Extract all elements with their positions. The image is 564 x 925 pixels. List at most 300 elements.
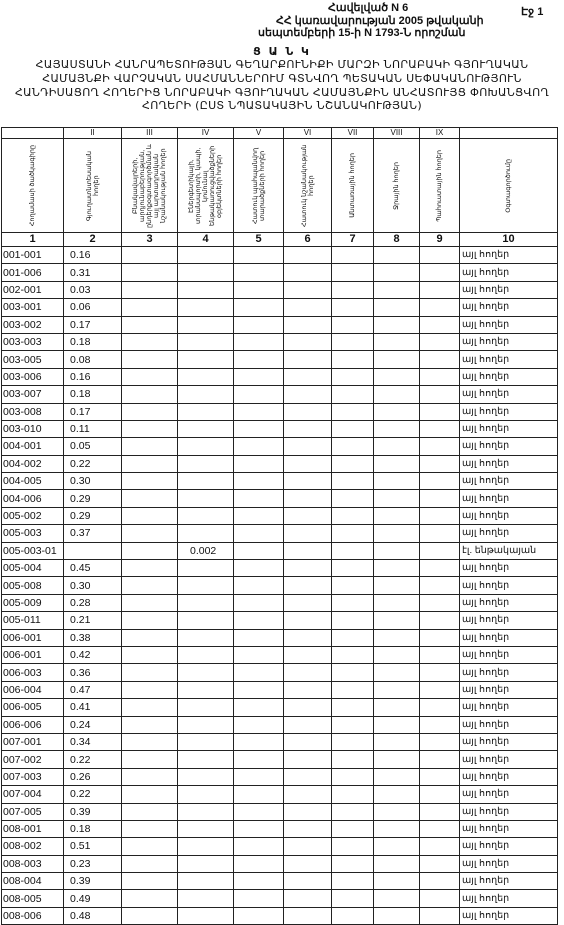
energy-land-cell: [178, 681, 234, 698]
empty-cell: [332, 768, 374, 785]
agricultural-area-cell: 0.30: [64, 577, 122, 594]
empty-cell: [332, 420, 374, 437]
parcel-code-cell: 005-003: [2, 525, 64, 542]
empty-cell: [332, 646, 374, 663]
empty-cell: [332, 751, 374, 768]
table-row: [2, 594, 558, 611]
table-row: [2, 490, 558, 507]
column-header: [374, 139, 420, 233]
empty-cell: [332, 525, 374, 542]
empty-cell: [420, 333, 460, 350]
empty-cell: [332, 873, 374, 890]
land-use-cell: այլ հողեր: [460, 281, 558, 298]
empty-cell: [420, 890, 460, 907]
parcel-code-cell: 003-002: [2, 316, 64, 333]
parcel-code-cell: 008-003: [2, 855, 64, 872]
column-header: [284, 139, 332, 233]
empty-cell: [332, 594, 374, 611]
empty-cell: [374, 577, 420, 594]
energy-land-cell: [178, 768, 234, 785]
empty-cell: [374, 507, 420, 524]
table-row: [2, 299, 558, 316]
empty-cell: [420, 577, 460, 594]
empty-cell: [374, 890, 420, 907]
agricultural-area-cell: 0.41: [64, 699, 122, 716]
empty-cell: [420, 751, 460, 768]
empty-cell: [420, 838, 460, 855]
empty-cell: [284, 803, 332, 820]
empty-cell: [374, 820, 420, 837]
empty-cell: [420, 699, 460, 716]
column-header: [234, 139, 284, 233]
empty-cell: [234, 473, 284, 490]
table-row: [2, 681, 558, 698]
column-header-label: Օգտագործումը: [505, 158, 512, 213]
land-use-cell: այլ հողեր: [460, 333, 558, 350]
land-use-cell: այլ հողեր: [460, 473, 558, 490]
empty-cell: [332, 386, 374, 403]
empty-cell: [234, 577, 284, 594]
empty-cell: [122, 768, 178, 785]
empty-cell: [122, 803, 178, 820]
parcel-code-cell: 005-011: [2, 612, 64, 629]
roman-numeral-cell: VIII: [374, 128, 420, 139]
empty-cell: [374, 716, 420, 733]
land-use-cell: էլ. ենթակայան: [460, 542, 558, 559]
parcel-code-cell: 008-005: [2, 890, 64, 907]
empty-cell: [122, 403, 178, 420]
empty-cell: [332, 368, 374, 385]
parcel-code-cell: 005-008: [2, 577, 64, 594]
empty-cell: [374, 733, 420, 750]
parcel-code-cell: 006-003: [2, 664, 64, 681]
empty-cell: [122, 420, 178, 437]
land-use-cell: այլ հողեր: [460, 420, 558, 437]
energy-land-cell: [178, 490, 234, 507]
column-number: 2: [64, 233, 122, 247]
agricultural-area-cell: 0.31: [64, 264, 122, 281]
land-use-cell: այլ հողեր: [460, 820, 558, 837]
title-line-4: ՀՈՂԵՐԻ (ԸՍՏ ՆՊԱՏԱԿԱՅԻՆ ՆՇԱՆԱԿՈՒԹՅԱՆ): [142, 99, 422, 112]
empty-cell: [332, 612, 374, 629]
table-row: [2, 646, 558, 663]
land-use-cell: այլ հողեր: [460, 455, 558, 472]
column-header: [64, 139, 122, 233]
land-use-cell: այլ հողեր: [460, 299, 558, 316]
empty-cell: [284, 386, 332, 403]
empty-cell: [374, 699, 420, 716]
empty-cell: [284, 751, 332, 768]
agricultural-area-cell: 0.08: [64, 351, 122, 368]
land-use-cell: այլ հողեր: [460, 768, 558, 785]
empty-cell: [122, 664, 178, 681]
decision-line: սեպտեմբերի 15-ի N 1793-Ն որոշման: [258, 27, 466, 39]
empty-cell: [374, 403, 420, 420]
table-row: [2, 368, 558, 385]
list-label: Ց Ա Ն Կ: [253, 45, 311, 58]
table-row: [2, 907, 558, 924]
energy-land-cell: [178, 751, 234, 768]
empty-cell: [234, 751, 284, 768]
table-row: [2, 768, 558, 785]
empty-cell: [284, 316, 332, 333]
empty-cell: [332, 664, 374, 681]
empty-cell: [284, 525, 332, 542]
empty-cell: [284, 455, 332, 472]
empty-cell: [332, 560, 374, 577]
empty-cell: [122, 786, 178, 803]
empty-cell: [122, 838, 178, 855]
empty-cell: [420, 733, 460, 750]
energy-land-cell: [178, 403, 234, 420]
empty-cell: [332, 838, 374, 855]
parcel-code-cell: 006-004: [2, 681, 64, 698]
energy-land-cell: [178, 612, 234, 629]
parcel-code-cell: 005-003-01: [2, 542, 64, 559]
land-use-cell: այլ հողեր: [460, 664, 558, 681]
parcel-code-cell: 003-010: [2, 420, 64, 437]
empty-cell: [420, 351, 460, 368]
empty-cell: [420, 855, 460, 872]
table-row: [2, 733, 558, 750]
empty-cell: [234, 281, 284, 298]
empty-cell: [420, 386, 460, 403]
agricultural-area-cell: 0.48: [64, 907, 122, 924]
empty-cell: [234, 629, 284, 646]
empty-cell: [420, 803, 460, 820]
land-use-cell: այլ հողեր: [460, 386, 558, 403]
empty-cell: [284, 473, 332, 490]
parcel-code-cell: 003-008: [2, 403, 64, 420]
parcel-code-cell: 003-006: [2, 368, 64, 385]
agricultural-area-cell: 0.06: [64, 299, 122, 316]
agricultural-area-cell: 0.30: [64, 473, 122, 490]
empty-cell: [122, 316, 178, 333]
land-use-cell: այլ հողեր: [460, 577, 558, 594]
table-row: [2, 612, 558, 629]
empty-cell: [234, 525, 284, 542]
empty-cell: [122, 890, 178, 907]
column-header: [332, 139, 374, 233]
empty-cell: [284, 403, 332, 420]
empty-cell: [284, 629, 332, 646]
empty-cell: [122, 733, 178, 750]
title-line-3: ՀԱՆԴԻՍԱՑՈՂ ՀՈՂԵՐԻՑ ՆՈՐԱԲԱԿԻ ԳՅՈՒՂԱԿԱՆ ՀԱՄԱՅՆՔԻՆ ԱՆՀԱՏՈՒՅՑ ՓՈԽԱՆՑՎՈՂ: [14, 86, 550, 99]
land-use-cell: այլ հողեր: [460, 525, 558, 542]
land-use-cell: այլ հողեր: [460, 786, 558, 803]
table-row: [2, 716, 558, 733]
empty-cell: [420, 438, 460, 455]
empty-cell: [234, 386, 284, 403]
empty-cell: [374, 299, 420, 316]
agricultural-area-cell: 0.17: [64, 403, 122, 420]
parcel-code-cell: 003-005: [2, 351, 64, 368]
empty-cell: [332, 403, 374, 420]
empty-cell: [122, 907, 178, 924]
land-use-cell: այլ հողեր: [460, 681, 558, 698]
column-number: 5: [234, 233, 284, 247]
land-use-cell: այլ հողեր: [460, 803, 558, 820]
empty-cell: [420, 768, 460, 785]
empty-cell: [122, 351, 178, 368]
energy-land-cell: [178, 838, 234, 855]
energy-land-cell: [178, 560, 234, 577]
empty-cell: [284, 594, 332, 611]
energy-land-cell: [178, 525, 234, 542]
empty-cell: [374, 907, 420, 924]
empty-cell: [374, 542, 420, 559]
empty-cell: [332, 907, 374, 924]
table-row: [2, 838, 558, 855]
agricultural-area-cell: 0.37: [64, 525, 122, 542]
table-row: [2, 333, 558, 350]
land-use-cell: այլ հողեր: [460, 490, 558, 507]
land-use-cell: այլ հողեր: [460, 247, 558, 264]
empty-cell: [374, 629, 420, 646]
empty-cell: [234, 420, 284, 437]
empty-cell: [420, 542, 460, 559]
agricultural-area-cell: 0.03: [64, 281, 122, 298]
empty-cell: [374, 768, 420, 785]
empty-cell: [420, 646, 460, 663]
energy-land-cell: [178, 316, 234, 333]
roman-numeral-cell: III: [122, 128, 178, 139]
agricultural-area-cell: 0.29: [64, 507, 122, 524]
empty-cell: [122, 386, 178, 403]
column-header: [178, 139, 234, 233]
energy-land-cell: [178, 803, 234, 820]
empty-cell: [284, 542, 332, 559]
parcel-code-cell: 005-002: [2, 507, 64, 524]
empty-cell: [122, 577, 178, 594]
empty-cell: [332, 577, 374, 594]
empty-cell: [374, 664, 420, 681]
column-number: 8: [374, 233, 420, 247]
parcel-code-cell: 007-004: [2, 786, 64, 803]
empty-cell: [234, 907, 284, 924]
empty-cell: [374, 873, 420, 890]
land-use-cell: այլ հողեր: [460, 316, 558, 333]
empty-cell: [284, 333, 332, 350]
government-line: ՀՀ կառավարության 2005 թվականի: [276, 15, 484, 27]
roman-numeral-cell: IV: [178, 128, 234, 139]
page-number: Էջ 1: [521, 6, 544, 18]
empty-cell: [122, 368, 178, 385]
agricultural-area-cell: 0.49: [64, 890, 122, 907]
table-row: [2, 873, 558, 890]
land-use-cell: այլ հողեր: [460, 403, 558, 420]
empty-cell: [122, 299, 178, 316]
empty-cell: [284, 838, 332, 855]
empty-cell: [234, 403, 284, 420]
empty-cell: [234, 299, 284, 316]
empty-cell: [122, 594, 178, 611]
table-row: [2, 577, 558, 594]
empty-cell: [234, 542, 284, 559]
energy-land-cell: [178, 577, 234, 594]
land-table: [1, 127, 558, 925]
empty-cell: [122, 612, 178, 629]
empty-cell: [284, 681, 332, 698]
empty-cell: [234, 646, 284, 663]
agricultural-area-cell: 0.18: [64, 820, 122, 837]
column-header-label: Էներգետիկայի, տրանսպորտի, կապի, կոմունալ ենթակառուցվածքների օբյեկտների հողեր: [188, 145, 223, 226]
empty-cell: [374, 560, 420, 577]
agricultural-area-cell: 0.22: [64, 455, 122, 472]
land-use-cell: այլ հողեր: [460, 507, 558, 524]
empty-cell: [284, 699, 332, 716]
roman-numeral-cell: VI: [284, 128, 332, 139]
empty-cell: [420, 420, 460, 437]
energy-land-cell: [178, 733, 234, 750]
empty-cell: [234, 594, 284, 611]
empty-cell: [374, 247, 420, 264]
empty-cell: [284, 281, 332, 298]
energy-land-cell: [178, 386, 234, 403]
parcel-code-cell: 007-005: [2, 803, 64, 820]
empty-cell: [122, 873, 178, 890]
empty-cell: [234, 455, 284, 472]
agricultural-area-cell: [64, 542, 122, 559]
empty-cell: [234, 333, 284, 350]
empty-cell: [284, 507, 332, 524]
empty-cell: [332, 716, 374, 733]
land-use-cell: այլ հողեր: [460, 733, 558, 750]
empty-cell: [332, 333, 374, 350]
empty-cell: [332, 490, 374, 507]
agricultural-area-cell: 0.45: [64, 560, 122, 577]
land-use-cell: այլ հողեր: [460, 855, 558, 872]
empty-cell: [374, 855, 420, 872]
parcel-code-cell: 004-002: [2, 455, 64, 472]
empty-cell: [332, 629, 374, 646]
empty-cell: [284, 612, 332, 629]
parcel-code-cell: 007-002: [2, 751, 64, 768]
table-row: [2, 699, 558, 716]
empty-cell: [420, 786, 460, 803]
land-use-cell: այլ հողեր: [460, 646, 558, 663]
empty-cell: [284, 438, 332, 455]
table-row: [2, 316, 558, 333]
empty-cell: [122, 455, 178, 472]
empty-cell: [234, 368, 284, 385]
energy-land-cell: [178, 855, 234, 872]
empty-cell: [234, 855, 284, 872]
energy-land-cell: [178, 333, 234, 350]
roman-numeral-cell: [460, 128, 558, 139]
land-use-cell: այլ հողեր: [460, 751, 558, 768]
energy-land-cell: [178, 699, 234, 716]
empty-cell: [122, 716, 178, 733]
empty-cell: [332, 507, 374, 524]
empty-cell: [284, 646, 332, 663]
empty-cell: [374, 786, 420, 803]
agricultural-area-cell: 0.22: [64, 786, 122, 803]
empty-cell: [374, 525, 420, 542]
empty-cell: [234, 733, 284, 750]
empty-cell: [122, 438, 178, 455]
empty-cell: [332, 803, 374, 820]
empty-cell: [420, 629, 460, 646]
energy-land-cell: [178, 716, 234, 733]
empty-cell: [234, 838, 284, 855]
empty-cell: [284, 890, 332, 907]
empty-cell: [420, 368, 460, 385]
empty-cell: [284, 351, 332, 368]
agricultural-area-cell: 0.16: [64, 247, 122, 264]
roman-numeral-cell: V: [234, 128, 284, 139]
empty-cell: [374, 351, 420, 368]
column-header-label: Հատուկ պահպանվող տարածքների հողեր: [251, 147, 266, 224]
land-use-cell: այլ հողեր: [460, 612, 558, 629]
empty-cell: [284, 820, 332, 837]
parcel-code-cell: 004-006: [2, 490, 64, 507]
land-use-cell: այլ հողեր: [460, 368, 558, 385]
empty-cell: [284, 716, 332, 733]
empty-cell: [122, 525, 178, 542]
empty-cell: [374, 386, 420, 403]
empty-cell: [374, 646, 420, 663]
empty-cell: [374, 420, 420, 437]
empty-cell: [332, 820, 374, 837]
empty-cell: [122, 473, 178, 490]
column-number-row: [2, 233, 558, 247]
empty-cell: [122, 247, 178, 264]
energy-land-cell: [178, 299, 234, 316]
parcel-code-cell: 004-005: [2, 473, 64, 490]
agricultural-area-cell: 0.17: [64, 316, 122, 333]
column-number: 4: [178, 233, 234, 247]
energy-land-cell: [178, 594, 234, 611]
empty-cell: [332, 681, 374, 698]
empty-cell: [284, 907, 332, 924]
empty-cell: [284, 855, 332, 872]
empty-cell: [234, 786, 284, 803]
empty-cell: [284, 733, 332, 750]
roman-numeral-cell: VII: [332, 128, 374, 139]
empty-cell: [420, 525, 460, 542]
empty-cell: [234, 699, 284, 716]
empty-cell: [284, 664, 332, 681]
empty-cell: [284, 299, 332, 316]
empty-cell: [122, 281, 178, 298]
empty-cell: [420, 403, 460, 420]
agricultural-area-cell: 0.29: [64, 490, 122, 507]
agricultural-area-cell: 0.51: [64, 838, 122, 855]
land-use-cell: այլ հողեր: [460, 594, 558, 611]
empty-cell: [420, 473, 460, 490]
empty-cell: [420, 507, 460, 524]
empty-cell: [122, 699, 178, 716]
empty-cell: [122, 681, 178, 698]
agricultural-area-cell: 0.38: [64, 629, 122, 646]
empty-cell: [420, 560, 460, 577]
parcel-code-cell: 007-003: [2, 768, 64, 785]
roman-numeral-cell: [2, 128, 64, 139]
empty-cell: [234, 351, 284, 368]
energy-land-cell: [178, 438, 234, 455]
empty-cell: [332, 890, 374, 907]
column-header: [122, 139, 178, 233]
agricultural-area-cell: 0.11: [64, 420, 122, 437]
land-use-cell: այլ հողեր: [460, 351, 558, 368]
table-row: [2, 751, 558, 768]
empty-cell: [234, 612, 284, 629]
empty-cell: [332, 786, 374, 803]
empty-cell: [122, 542, 178, 559]
parcel-code-cell: 008-006: [2, 907, 64, 924]
empty-cell: [420, 873, 460, 890]
